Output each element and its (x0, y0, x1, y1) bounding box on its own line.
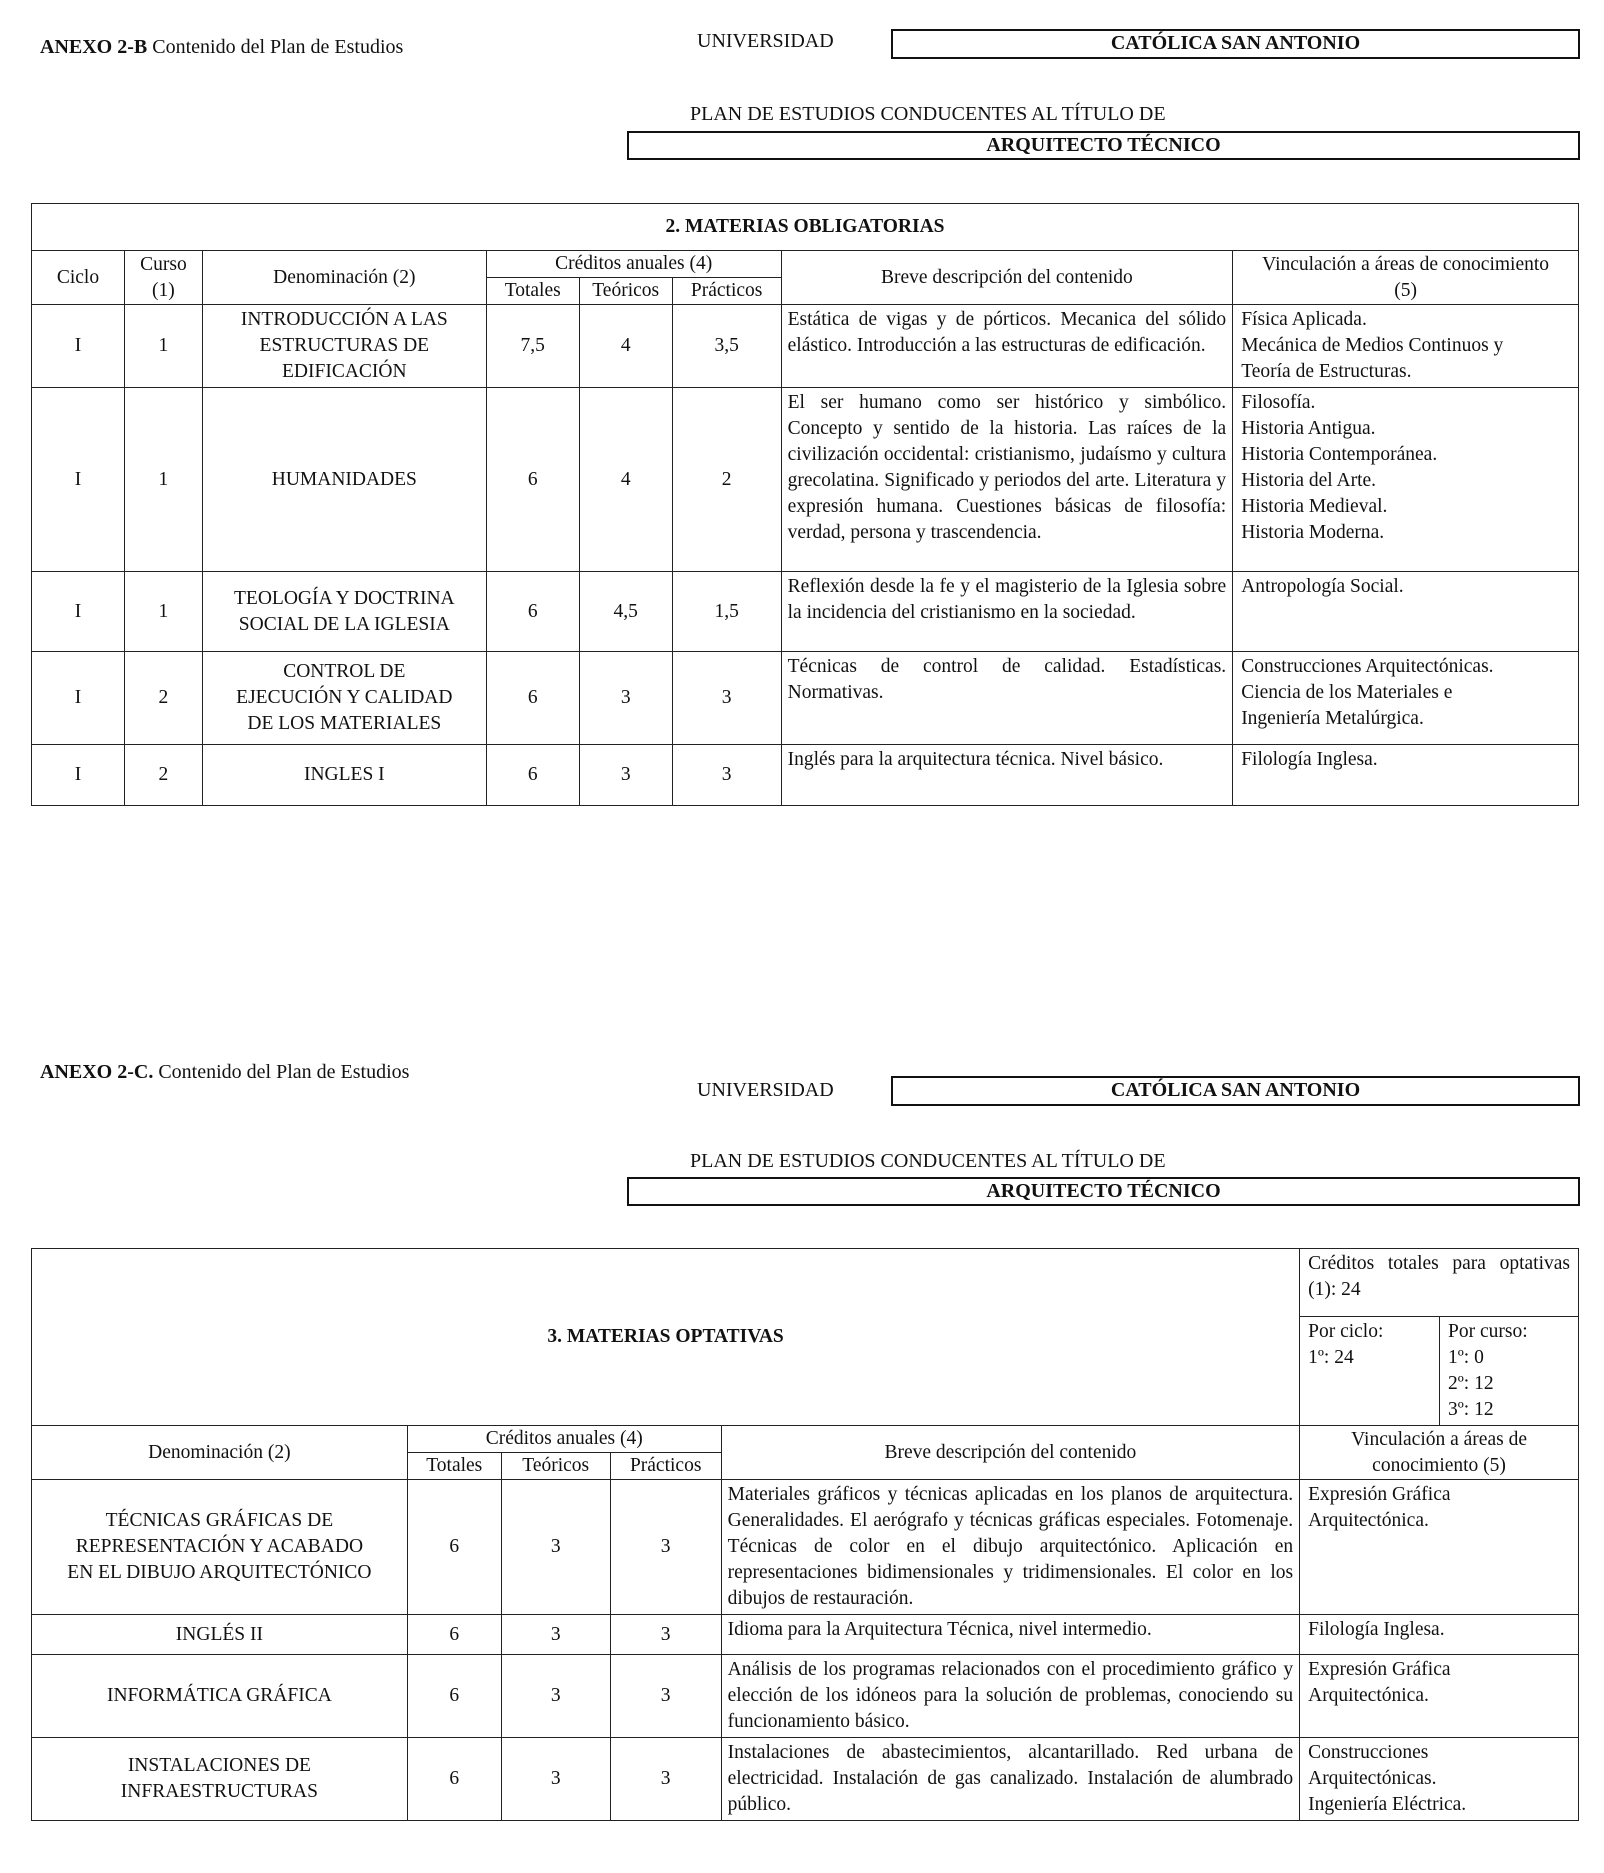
cell-denominacion: INGLES I (202, 745, 486, 806)
cell-practicos: 2 (672, 388, 781, 572)
mandatory-subjects-table (31, 203, 1579, 806)
header-teoricos: Teóricos (579, 278, 672, 305)
header-denominacion: Denominación (2) (202, 251, 486, 305)
cell-denominacion: TÉCNICAS GRÁFICAS DE REPRESENTACIÓN Y ACABADO EN EL DIBUJO ARQUITECTÓNICO (32, 1480, 408, 1615)
cell-descripcion: Técnicas de control de calidad. Estadísticas. Normativas. (781, 652, 1233, 745)
cell-areas: Expresión Gráfica Arquitectónica. (1300, 1480, 1579, 1615)
cell-totales: 6 (486, 745, 579, 806)
table-row (32, 1655, 1579, 1738)
cell-denominacion: CONTROL DE EJECUCIÓN Y CALIDAD DE LOS MATERIALES (202, 652, 486, 745)
cell-areas: Filología Inglesa. (1300, 1615, 1579, 1655)
cell-areas: Expresión Gráfica Arquitectónica. (1300, 1655, 1579, 1738)
cell-areas: Filosofía. Historia Antigua. Historia Contemporánea. Historia del Arte. Historia Medieval. Historia Moderna. (1233, 388, 1579, 572)
cell-totales: 7,5 (486, 305, 579, 388)
table-row (32, 572, 1579, 652)
cell-ciclo: I (32, 745, 125, 806)
cell-teoricos: 3 (579, 652, 672, 745)
cell-descripcion: Análisis de los programas relacionados con el procedimiento gráfico y elección de los idóneos para la solución de problemas, conociendo su funcionamiento básico. (721, 1655, 1299, 1738)
cell-descripcion: Estática de vigas y de pórticos. Mecanica del sólido elástico. Introducción a las estructuras de edificación. (781, 305, 1233, 388)
cell-curso: 1 (124, 572, 202, 652)
cell-practicos: 3,5 (672, 305, 781, 388)
header-vinculacion: Vinculación a áreas de conocimiento (5) (1233, 251, 1579, 305)
cell-denominacion: TEOLOGÍA Y DOCTRINA SOCIAL DE LA IGLESIA (202, 572, 486, 652)
table-row (32, 1738, 1579, 1821)
cell-totales: 6 (407, 1655, 501, 1738)
cell-denominacion: INGLÉS II (32, 1615, 408, 1655)
cell-practicos: 3 (610, 1480, 721, 1615)
cell-denominacion: INTRODUCCIÓN A LAS ESTRUCTURAS DE EDIFICACIÓN (202, 305, 486, 388)
cell-descripcion: Materiales gráficos y técnicas aplicadas en los planos de arquitectura. Generalidades. El aerógrafo y técnicas gráficas especiales. Fotomenaje. Técnicas de color en el dibujo arquitectónico. Aplicación en representaciones bidimensionales y tridimensionales. El color en los dibujos de restauración. (721, 1480, 1299, 1615)
cell-teoricos: 4 (579, 388, 672, 572)
cell-curso: 1 (124, 305, 202, 388)
plan-label-b: PLAN DE ESTUDIOS CONDUCENTES AL TÍTULO DE (690, 103, 1166, 125)
cell-teoricos: 3 (501, 1615, 610, 1655)
cell-teoricos: 3 (501, 1480, 610, 1615)
cell-totales: 6 (407, 1738, 501, 1821)
university-label-c: UNIVERSIDAD (697, 1079, 834, 1101)
cell-descripcion: Inglés para la arquitectura técnica. Nivel básico. (781, 745, 1233, 806)
cell-descripcion: Instalaciones de abastecimientos, alcantarillado. Red urbana de electricidad. Instalación de gas canalizado. Instalación de alumbrado público. (721, 1738, 1299, 1821)
degree-b: ARQUITECTO TÉCNICO (627, 131, 1580, 160)
cell-totales: 6 (407, 1480, 501, 1615)
cell-totales: 6 (407, 1615, 501, 1655)
university-name-b: CATÓLICA SAN ANTONIO (891, 29, 1580, 59)
cell-ciclo: I (32, 305, 125, 388)
header-denominacion-c: Denominación (2) (32, 1426, 408, 1480)
cell-areas: Construcciones Arquitectónicas. Ingeniería Eléctrica. (1300, 1738, 1579, 1821)
header-ciclo: Ciclo (32, 251, 125, 305)
cell-curso: 2 (124, 745, 202, 806)
table-row (32, 1615, 1579, 1655)
plan-label-c: PLAN DE ESTUDIOS CONDUCENTES AL TÍTULO DE (690, 1150, 1166, 1172)
cell-curso: 2 (124, 652, 202, 745)
header-creditos: Créditos anuales (4) (486, 251, 781, 278)
table-row (32, 652, 1579, 745)
header-descripcion: Breve descripción del contenido (781, 251, 1233, 305)
annex-b-label: ANEXO 2-B (40, 36, 148, 58)
cell-ciclo: I (32, 388, 125, 572)
annex-b-text: Contenido del Plan de Estudios (147, 36, 404, 58)
header-curso: Curso (1) (124, 251, 202, 305)
header-totales: Totales (486, 278, 579, 305)
por-ciclo: Por ciclo: 1º: 24 (1300, 1317, 1440, 1426)
annex-c-text: Contenido del Plan de Estudios (153, 1061, 410, 1083)
university-label-b: UNIVERSIDAD (697, 30, 834, 52)
header-vinculacion-c: Vinculación a áreas de conocimiento (5) (1300, 1426, 1579, 1480)
degree-c: ARQUITECTO TÉCNICO (627, 1177, 1580, 1206)
table-row (32, 305, 1579, 388)
header-teoricos-c: Teóricos (501, 1453, 610, 1480)
cell-areas: Construcciones Arquitectónicas. Ciencia de los Materiales e Ingeniería Metalúrgica. (1233, 652, 1579, 745)
cell-descripcion: El ser humano como ser histórico y simbólico. Concepto y sentido de la historia. Las raíces de la civilización occidental: cristianismo, judaísmo y cultura grecolatina. Significado y periodos del arte. Literatura y expresión humana. Cuestiones básicas de filosofía: verdad, persona y trascendencia. (781, 388, 1233, 572)
cell-denominacion: INSTALACIONES DE INFRAESTRUCTURAS (32, 1738, 408, 1821)
annex-c-heading (40, 1061, 409, 1084)
cell-ciclo: I (32, 572, 125, 652)
header-totales-c: Totales (407, 1453, 501, 1480)
header-creditos-c: Créditos anuales (4) (407, 1426, 721, 1453)
header-practicos: Prácticos (672, 278, 781, 305)
cell-practicos: 3 (672, 745, 781, 806)
cell-teoricos: 4 (579, 305, 672, 388)
cell-totales: 6 (486, 572, 579, 652)
cell-practicos: 3 (672, 652, 781, 745)
annex-b-heading (40, 36, 403, 59)
optional-subjects-table (31, 1248, 1579, 1821)
por-curso: Por curso: 1º: 0 2º: 12 3º: 12 (1440, 1317, 1579, 1426)
cell-practicos: 3 (610, 1738, 721, 1821)
cell-totales: 6 (486, 388, 579, 572)
cell-teoricos: 3 (579, 745, 672, 806)
cell-denominacion: HUMANIDADES (202, 388, 486, 572)
cell-areas: Filología Inglesa. (1233, 745, 1579, 806)
cell-practicos: 1,5 (672, 572, 781, 652)
table-c-title: 3. MATERIAS OPTATIVAS (32, 1249, 1300, 1426)
cell-ciclo: I (32, 652, 125, 745)
cell-descripcion: Reflexión desde la fe y el magisterio de la Iglesia sobre la incidencia del cristianismo en la sociedad. (781, 572, 1233, 652)
cell-totales: 6 (486, 652, 579, 745)
cell-curso: 1 (124, 388, 202, 572)
table-row (32, 745, 1579, 806)
header-descripcion-c: Breve descripción del contenido (721, 1426, 1299, 1480)
table-row (32, 1480, 1579, 1615)
cell-denominacion: INFORMÁTICA GRÁFICA (32, 1655, 408, 1738)
header-practicos-c: Prácticos (610, 1453, 721, 1480)
university-name-c: CATÓLICA SAN ANTONIO (891, 1076, 1580, 1106)
credits-total: Créditos totales para optativas (1): 24 (1300, 1249, 1579, 1317)
cell-descripcion: Idioma para la Arquitectura Técnica, nivel intermedio. (721, 1615, 1299, 1655)
cell-teoricos: 4,5 (579, 572, 672, 652)
cell-teoricos: 3 (501, 1655, 610, 1738)
annex-c-label: ANEXO 2-C. (40, 1061, 154, 1083)
cell-practicos: 3 (610, 1615, 721, 1655)
table-row (32, 388, 1579, 572)
cell-teoricos: 3 (501, 1738, 610, 1821)
cell-practicos: 3 (610, 1655, 721, 1738)
cell-areas: Física Aplicada. Mecánica de Medios Continuos y Teoría de Estructuras. (1233, 305, 1579, 388)
table-b-title: 2. MATERIAS OBLIGATORIAS (32, 204, 1579, 251)
cell-areas: Antropología Social. (1233, 572, 1579, 652)
